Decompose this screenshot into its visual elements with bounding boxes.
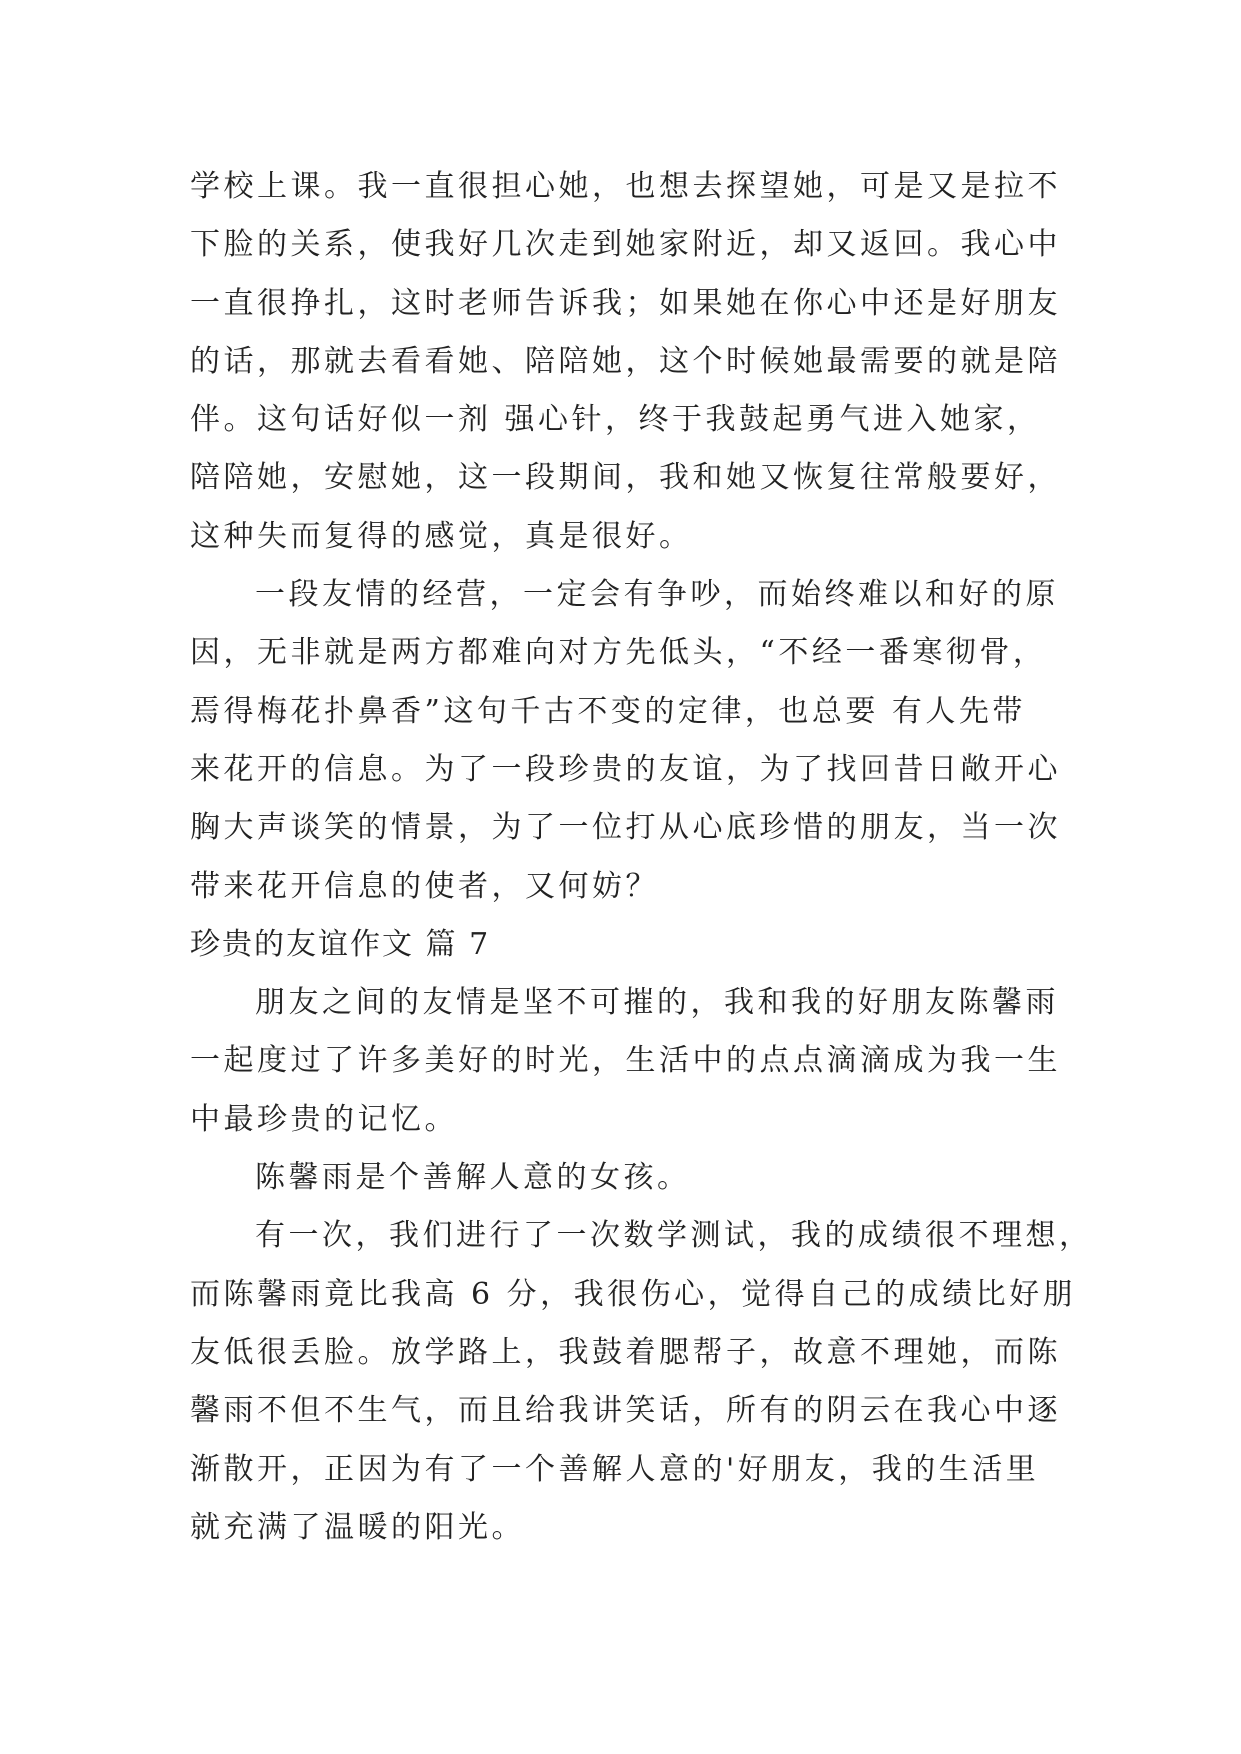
text-line: 下脸的关系，使我好几次走到她家附近，却又返回。我心中	[190, 227, 1061, 263]
paragraph-start-line: 陈馨雨是个善解人意的女孩。	[255, 1160, 691, 1196]
text-line: 这种失而复得的感觉，真是很好。	[190, 518, 693, 554]
text-line: 一起度过了许多美好的时光，生活中的点点滴滴成为我一生	[190, 1043, 1061, 1079]
text-line: 焉得梅花扑鼻香”这句千古不变的定律，也总要 有人先带	[190, 693, 1026, 729]
text-line: 学校上课。我一直很担心她，也想去探望她，可是又是拉不	[190, 169, 1061, 204]
text-line: 渐散开，正因为有了一个善解人意的'好朋友，我的生活里	[190, 1451, 1040, 1487]
text-line: 带来花开信息的使者，又何妨？	[190, 868, 659, 904]
paragraph-start-line: 有一次，我们进行了一次数学测试，我的成绩很不理想，	[255, 1218, 1093, 1254]
text-line: 伴。这句话好似一剂 强心针，终于我鼓起勇气进入她家，	[190, 402, 1041, 438]
text-line: 一直很挣扎，这时老师告诉我；如果她在你心中还是好朋友	[190, 285, 1061, 321]
text-line: 因，无非就是两方都难向对方先低头，“不经一番寒彻骨，	[190, 635, 1047, 671]
text-line: 中最珍贵的记忆。	[190, 1101, 458, 1137]
paragraph-start-line: 朋友之间的友情是坚不可摧的，我和我的好朋友陈馨雨	[255, 985, 1059, 1021]
text-line: 馨雨不但不生气，而且给我讲笑话，所有的阴云在我心中逐	[190, 1393, 1061, 1429]
text-line: 就充满了温暖的阳光。	[190, 1509, 525, 1545]
paragraph-start-line: 一段友情的经营，一定会有争吵，而始终难以和好的原	[255, 577, 1059, 613]
text-line: 友低很丢脸。放学路上，我鼓着腮帮子，故意不理她，而陈	[190, 1334, 1061, 1370]
text-line: 陪陪她，安慰她，这一段期间，我和她又恢复往常般要好，	[190, 460, 1061, 496]
section-heading: 珍贵的友谊作文 篇 7	[190, 926, 491, 962]
text-line: 的话，那就去看看她、陪陪她，这个时候她最需要的就是陪	[190, 343, 1061, 379]
text-line: 来花开的信息。为了一段珍贵的友谊，为了找回昔日敞开心	[190, 751, 1061, 787]
document-body	[190, 158, 1093, 1557]
text-line: 而陈馨雨竟比我高 6 分，我很伤心，觉得自己的成绩比好朋	[190, 1276, 1077, 1312]
text-line: 胸大声谈笑的情景，为了一位打从心底珍惜的朋友，当一次	[190, 810, 1061, 846]
